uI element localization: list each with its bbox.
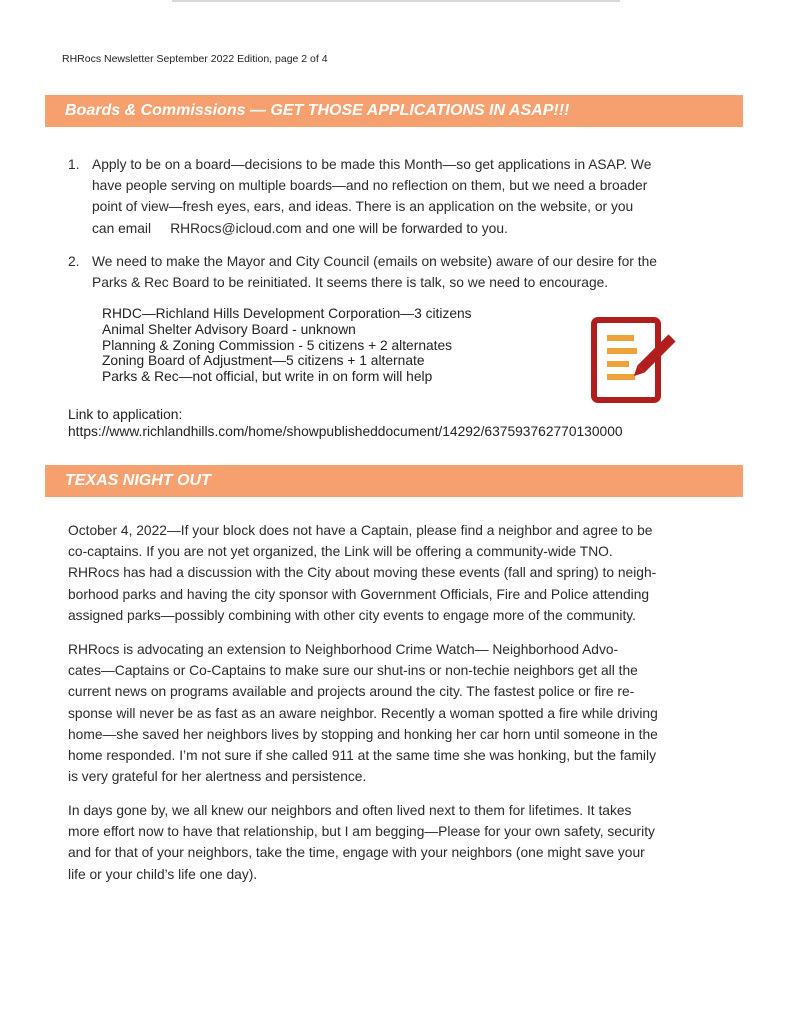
document-edit-icon [590,317,686,405]
section-banner-texas-night-out: TEXAS NIGHT OUT [45,465,743,497]
paragraph-crime-watch [68,639,736,787]
board-item: RHDC—Richland Hills Development Corporation—3 citizens [102,306,472,321]
para-line: October 4, 2022—If your block does not have a Captain, please find a neighbor and agree to be [68,523,653,538]
para-line: is very grateful for her alertness and persistence. [68,769,367,785]
para-line: and for that of your neighbors, take the time, engage with your neighbors (one might save your [68,845,645,861]
paragraph-neighbors [68,800,736,885]
list-number: 2. [68,254,80,269]
boards-list-item-1 [68,154,736,239]
para-line: sponse will never be as fast as an aware neighbor. Recently a woman spotted a fire while driving [68,705,658,721]
para-line: In days gone by, we all knew our neighbors and often lived next to them for lifetimes. It takes [68,803,632,818]
para-line: home—she saved her neighbors lives by stopping and honking her car horn until someone in the [68,726,658,742]
link-label: Link to application: [68,407,183,422]
para-line: more effort now to have that relationship, but I am begging—Please for your own safety, security [68,824,655,840]
list-item [68,251,736,293]
board-item: Planning & Zoning Commission - 5 citizens + 2 alternates [102,337,453,353]
boards-list-item-2 [68,251,736,293]
list-line-with-email[interactable]: can email RHRocs@icloud.com and one will be forwarded to you. [92,220,508,236]
para-line: co-captains. If you are not yet organized, the Link will be offering a community-wide TNO. [68,544,613,560]
para-line: home responded. I’m not sure if she called 911 at the same time she was honking, but the family [68,748,656,764]
list-line: Apply to be on a board—decisions to be made this Month—so get applications in ASAP. We [92,157,652,172]
para-line: life or your child’s life one day). [68,866,258,882]
para-line: RHRocs is advocating an extension to Neighborhood Crime Watch— Neighborhood Advo- [68,642,619,657]
para-line: current news on programs available and projects around the city. The fastest police or fire re- [68,684,635,700]
boards-list [102,306,472,385]
para-line: RHRocs has had a discussion with the City about moving these events (fall and spring) to neigh- [68,565,657,581]
list-line: We need to make the Mayor and City Council (emails on website) aware of our desire for the [92,254,657,269]
paragraph-tno [68,520,736,626]
para-line: assigned parks—possibly combining with other city events to engage more of the community. [68,607,636,623]
board-item: Zoning Board of Adjustment—5 citizens + 1 alternate [102,353,425,369]
para-line: borhood parks and having the city sponsor with Government Officials, Fire and Police attending [68,586,650,602]
list-number: 1. [68,157,80,172]
section-banner-boards: Boards & Commissions — GET THOSE APPLICATIONS IN ASAP!!! [45,95,743,127]
list-line: Parks & Rec Board to be reinitiated. It seems there is talk, so we need to encourage. [92,275,609,291]
application-link-block [68,406,623,440]
top-divider [172,0,620,2]
board-item: Parks & Rec—not official, but write in on form will help [102,369,433,385]
newsletter-header: RHRocs Newsletter September 2022 Edition, page 2 of 4 [62,53,328,65]
list-line: have people serving on multiple boards—and no reflection on them, but we need a broader [92,178,648,194]
para-line: cates—Captains or Co-Captains to make sure our shut-ins or non-techie neighbors get all the [68,663,638,679]
list-line: point of view—fresh eyes, ears, and ideas. There is an application on the website, or you [92,199,634,215]
list-item [68,154,736,239]
application-link[interactable]: https://www.richlandhills.com/home/showpublisheddocument/14292/637593762770130000 [68,424,623,439]
board-item: Animal Shelter Advisory Board - unknown [102,321,356,337]
